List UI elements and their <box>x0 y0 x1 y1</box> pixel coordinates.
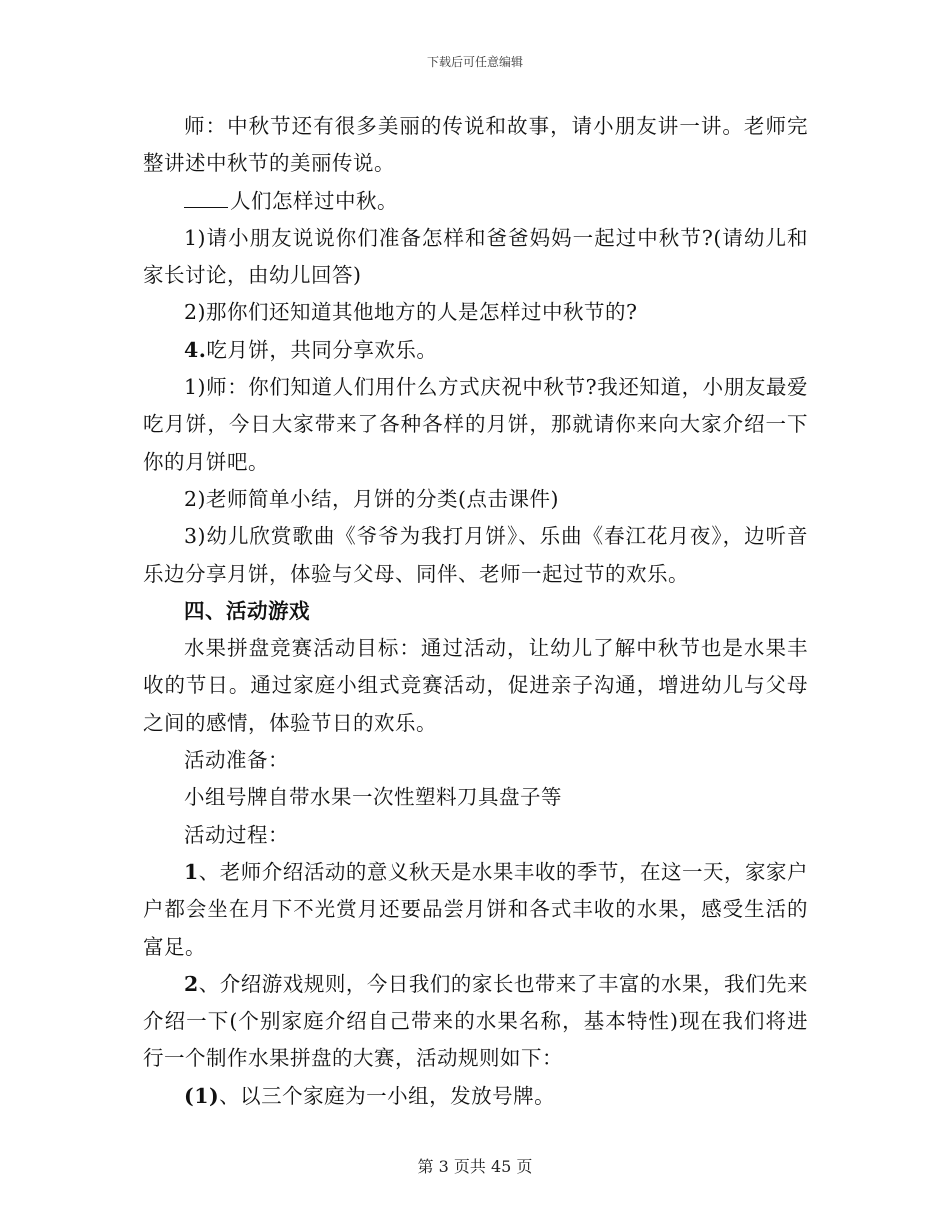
fill-in-blank <box>184 187 228 208</box>
paragraph <box>143 183 808 220</box>
paragraph-text: 、以三个家庭为一小组，发放号牌。 <box>219 1083 556 1108</box>
paragraph: 师：中秋节还有很多美丽的传说和故事，请小朋友讲一讲。老师完整讲述中秋节的美丽传说。 <box>143 114 808 176</box>
paragraph-text: 、老师介绍活动的意义秋天是水果丰收的季节，在这一天，家家户户都会坐在月下不光赏月还要品尝月饼和各式丰收的水果，感受生活的富足。 <box>143 859 808 959</box>
paragraph: 2)老师简单小结，月饼的分类(点击课件) <box>184 486 560 511</box>
paragraph: 3)幼儿欣赏歌曲《爷爷为我打月饼》、乐曲《春江花月夜》，边听音乐边分享月饼，体验与父母、同伴、老师一起过节的欢乐。 <box>143 524 808 586</box>
paragraph: 小组号牌自带水果一次性塑料刀具盘子等 <box>184 785 562 810</box>
section-heading: 四、活动游戏 <box>184 598 310 623</box>
paragraph <box>143 1078 808 1115</box>
paragraph <box>143 854 808 966</box>
paragraph: 2)那你们还知道其他地方的人是怎样过中秋节的? <box>184 300 638 325</box>
page-header: 下载后可任意编辑 <box>426 55 523 69</box>
paragraph: 水果拼盘竞赛活动目标：通过活动，让幼儿了解中秋节也是水果丰收的节日。通过家庭小组式竞赛活动，促进亲子沟通，增进幼儿与父母之间的感情，体验节日的欢乐。 <box>143 636 808 735</box>
page-footer: 第 3 页共 45 页 <box>417 1157 533 1176</box>
item-number: 1 <box>184 859 199 884</box>
paragraph-text: 吃月饼，共同分享欢乐。 <box>206 337 438 362</box>
paragraph: 活动准备： <box>184 748 289 773</box>
paragraph: 1)师：你们知道人们用什么方式庆祝中秋节?我还知道，小朋友最爱吃月饼，今日大家带来了各种各样的月饼，那就请你来向大家介绍一下你的月饼吧。 <box>143 375 808 474</box>
paragraph: 1)请小朋友说说你们准备怎样和爸爸妈妈一起过中秋节?(请幼儿和家长讨论，由幼儿回答) <box>143 225 808 288</box>
paragraph <box>143 966 808 1078</box>
item-number: (1) <box>184 1083 220 1108</box>
paragraph-text: 、介绍游戏规则，今日我们的家长也带来了丰富的水果，我们先来介绍一下(个别家庭介绍自己带来的水果名称，基本特性)现在我们将进行一个制作水果拼盘的大赛，活动规则如下： <box>143 971 808 1071</box>
item-number: 4. <box>184 337 207 362</box>
paragraph: 活动过程： <box>184 822 289 847</box>
document-body <box>143 108 808 1115</box>
paragraph-text: 人们怎样过中秋。 <box>230 188 398 213</box>
paragraph <box>143 332 808 369</box>
item-number: 2 <box>184 971 199 996</box>
